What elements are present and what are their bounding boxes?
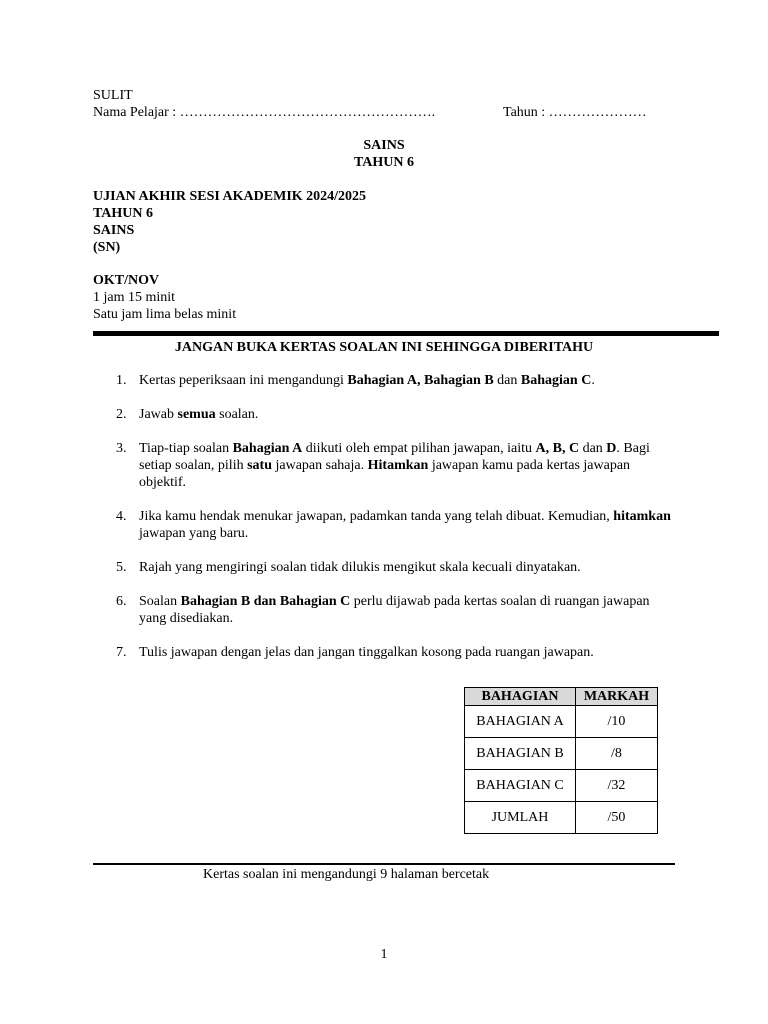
table-row <box>465 706 658 738</box>
section-cell: BAHAGIAN A <box>465 706 576 738</box>
marks-cell: /50 <box>576 802 658 834</box>
exam-month: OKT/NOV <box>93 273 160 288</box>
instruction-text: Jawab semua soalan. <box>139 407 259 422</box>
column-header-section: BAHAGIAN <box>465 688 576 706</box>
table-row <box>465 770 658 802</box>
year-field: Tahun : ………………… <box>503 105 647 120</box>
subject-title-block <box>93 137 675 171</box>
instruction-item <box>113 440 673 491</box>
table-row <box>465 738 658 770</box>
column-header-marks: MARKAH <box>576 688 658 706</box>
exam-header <box>93 87 693 121</box>
instruction-item <box>113 372 673 389</box>
exam-subject: SAINS <box>93 223 135 238</box>
year-title: TAHUN 6 <box>353 155 415 170</box>
instruction-text: Tiap-tiap soalan Bahagian A diikuti oleh empat pilihan jawapan, iaitu A, B, C dan D. Bagi setiap soalan, pilih satu jawapan sahaja. Hitamkan jawapan kamu pada kertas jawapan objektif. <box>139 441 650 490</box>
exam-code: (SN) <box>93 240 121 255</box>
instruction-number: 2. <box>116 407 127 422</box>
page-number: 1 <box>380 947 388 962</box>
student-name-field: Nama Pelajar : ………………………………………………. <box>93 105 436 120</box>
instruction-number: 7. <box>116 645 127 660</box>
instructions-list <box>113 372 673 661</box>
instruction-number: 1. <box>116 373 127 388</box>
instruction-text: Tulis jawapan dengan jelas dan jangan tinggalkan kosong pada ruangan jawapan. <box>139 645 594 660</box>
classification-label: SULIT <box>93 88 133 103</box>
warning-heading: JANGAN BUKA KERTAS SOALAN INI SEHINGGA DIBERITAHU <box>174 340 594 355</box>
subject-title: SAINS <box>363 138 405 153</box>
instruction-item <box>113 508 673 542</box>
instruction-item <box>113 593 673 627</box>
instruction-text: Rajah yang mengiringi soalan tidak dilukis mengikut skala kecuali dinyatakan. <box>139 560 581 575</box>
table-header-row <box>465 688 658 706</box>
section-cell: BAHAGIAN C <box>465 770 576 802</box>
marks-table <box>464 687 658 834</box>
instruction-item <box>113 644 673 661</box>
table-row <box>465 802 658 834</box>
exam-duration-words: Satu jam lima belas minit <box>93 307 237 322</box>
marks-cell: /10 <box>576 706 658 738</box>
instruction-text: Jika kamu hendak menukar jawapan, padamkan tanda yang telah dibuat. Kemudian, hitamkan jawapan yang baru. <box>139 509 671 541</box>
instruction-number: 5. <box>116 560 127 575</box>
session-info-block <box>93 272 693 323</box>
exam-info-block <box>93 188 693 256</box>
marks-cell: /32 <box>576 770 658 802</box>
instruction-item <box>113 406 673 423</box>
instruction-item <box>113 559 673 576</box>
instruction-text: Kertas peperiksaan ini mengandungi Bahagian A, Bahagian B dan Bahagian C. <box>139 373 595 388</box>
section-cell: BAHAGIAN B <box>465 738 576 770</box>
instruction-number: 4. <box>116 509 127 524</box>
footer-divider <box>93 863 675 865</box>
section-divider <box>93 331 719 336</box>
marks-cell: /8 <box>576 738 658 770</box>
exam-year: TAHUN 6 <box>93 206 154 221</box>
page-count-note: Kertas soalan ini mengandungi 9 halaman bercetak <box>203 867 490 882</box>
section-cell: JUMLAH <box>465 802 576 834</box>
instruction-text: Soalan Bahagian B dan Bahagian C perlu dijawab pada kertas soalan di ruangan jawapan yang disediakan. <box>139 594 650 626</box>
exam-duration: 1 jam 15 minit <box>93 290 176 305</box>
instruction-number: 6. <box>116 594 127 609</box>
instruction-number: 3. <box>116 441 127 456</box>
exam-name: UJIAN AKHIR SESI AKADEMIK 2024/2025 <box>93 189 367 204</box>
